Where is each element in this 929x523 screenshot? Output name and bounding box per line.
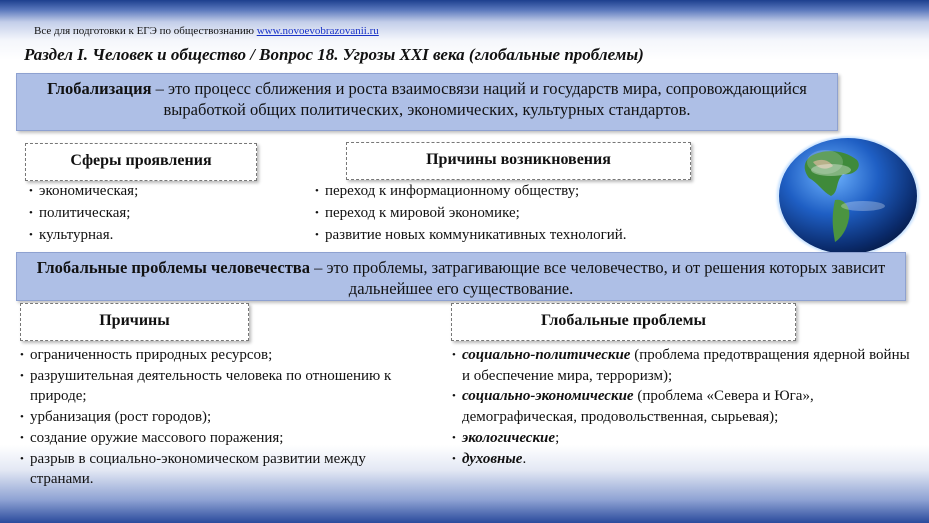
list-item: • разрыв в социально-экономическом развитии между странами. [20,449,430,490]
list-item [452,386,912,427]
problem-type: экологические [462,429,556,446]
list-item: • экономическая; [29,180,329,202]
problem-description: ; [555,429,560,446]
causes-header: Причины [20,303,249,341]
list-item: • создание оружие массового поражения; [20,428,430,449]
list-item: • политическая; [29,202,329,224]
global-problems-list [452,345,912,469]
global-problems-text: – это проблемы, затрагивающие все человечество, и от решения которых зависит дальнейшее его существование. [309,258,886,298]
globalization-term: Глобализация [47,79,152,98]
spheres-header: Сферы проявления [25,143,257,181]
emergence-causes-header: Причины возникновения [346,142,691,180]
list-item: • урбанизация (рост городов); [20,407,430,428]
globalization-definition [16,73,838,131]
section-title: Раздел I. Человек и общество / Вопрос 18. Угрозы XXI века (глобальные проблемы) [24,45,644,64]
list-item [452,449,912,470]
list-item [452,428,912,449]
globalization-text: – это процесс сближения и роста взаимосвязи наций и государств мира, сопровождающийся выработкой общих политических, экономических, культурных стандартов. [151,79,807,119]
list-item: • переход к мировой экономике; [315,202,735,224]
earth-globe-image [773,126,923,256]
problem-type: духовные [462,450,523,467]
spheres-list [29,180,329,246]
problem-type: социально-экономические [462,388,634,405]
list-item: • переход к информационному обществу; [315,180,735,202]
global-problems-definition [16,252,906,301]
list-item [452,345,912,386]
site-link[interactable]: www.novoevobrazovanii.ru [256,25,379,37]
list-item: • ограниченность природных ресурсов; [20,345,430,366]
problem-description: . [522,450,527,467]
problem-description: (проблема предотвращения ядерной войны и обеспечение мира, терроризм); [462,347,910,384]
problem-description: (проблема «Севера и Юга», демографическая, продовольственная, сырьевая); [462,388,814,426]
site-note-text: Все для подготовки к ЕГЭ по обществознанию [34,25,254,37]
list-item: • культурная. [29,224,329,246]
site-note [34,25,379,37]
causes-list [20,345,430,490]
list-item: • разрушительная деятельность человека по отношению к природе; [20,366,430,407]
global-problems-term: Глобальные проблемы человечества [36,258,310,277]
global-problems-header: Глобальные проблемы [451,303,796,341]
emergence-causes-list [315,180,735,246]
problem-type: социально-политические [462,347,631,363]
list-item: • развитие новых коммуникативных технологий. [315,224,735,246]
